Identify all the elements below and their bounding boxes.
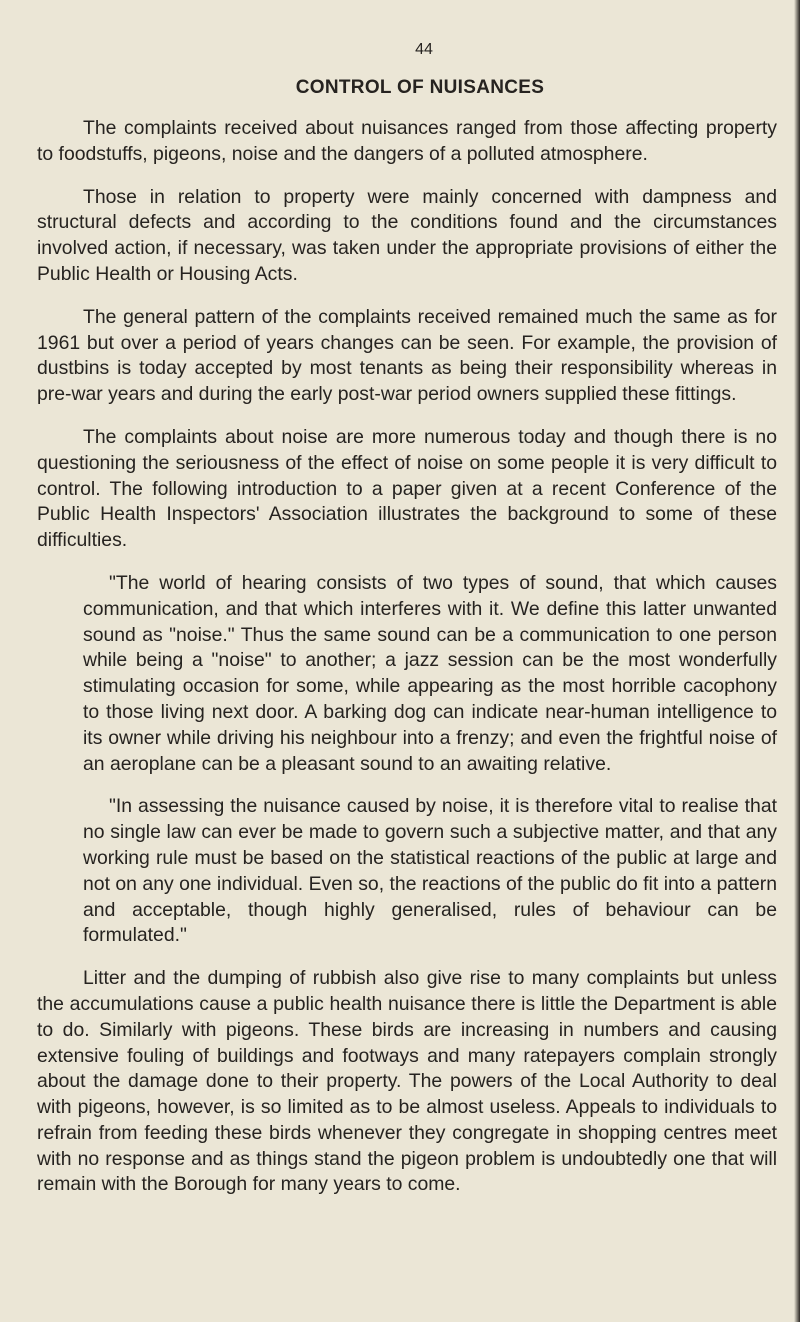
quote-assessing-nuisance: "In assessing the nuisance caused by noise, it is therefore vital to realise that no single law can ever be made to govern such a subjective matter, and that any working rule must be based on the statistical reactions of the public at large and not on any one individual. Even so, the reactions of the public do fit into a pattern and acceptable, though highly generalised, rules of behaviour can be formulated." xyxy=(83,795,777,947)
paragraph-property: Those in relation to property were mainly concerned with dampness and structural defects and according to the conditions found and the circumstances involved action, if necessary, was taken under the appropriate provisions of either the Public Health or Housing Acts. xyxy=(37,185,777,285)
paragraph-litter-pigeons: Litter and the dumping of rubbish also give rise to many complaints but unless the accumulations cause a public health nuisance there is little the Department is able to do. Similarly with pigeons. These birds are increasing in numbers and causing extensive fouling of buildings and footways and many ratepayers complain strongly about the damage done to their property. The powers of the Local Authority to deal with pigeons, however, is so limited as to be almost useless. Appeals to individuals to refrain from feeding these birds whenever they congregate in shopping centres meet with no response and as things stand the pigeon problem is undoubtedly one that will remain with the Borough for many years to come. xyxy=(37,967,777,1196)
page-number: 44 xyxy=(415,41,433,58)
paragraph-noise: The complaints about noise are more numerous today and though there is no questioning the seriousness of the effect of noise on some people it is very difficult to control. The following introduction to a paper given at a recent Conference of the Public Health Inspectors' Association illustrates the background to some of these difficulties. xyxy=(37,425,777,552)
page-edge-shadow xyxy=(794,0,800,1322)
quote-world-of-hearing: "The world of hearing consists of two types of sound, that which causes communication, and that which interferes with it. We define this latter unwanted sound as "noise." Thus the same sound can be a communication to one person while being a "noise" to another; a jazz session can be the most wonderfully stimulating occasion for some, while appearing as the most horrible cacophony to those living next door. A barking dog can indicate near-human intelligence to its owner while driving his neighbour into a frenzy; and even the frightful noise of an aeroplane can be a pleasant sound to an awaiting relative. xyxy=(83,571,777,775)
paragraph-nuisances-intro: The complaints received about nuisances ranged from those affecting property to foodstuffs, pigeons, noise and the dangers of a polluted atmosphere. xyxy=(37,117,777,165)
body-text xyxy=(37,116,777,1215)
paragraph-general-pattern: The general pattern of the complaints received remained much the same as for 1961 but over a period of years changes can be seen. For example, the provision of dustbins is today accepted by most tenants as being their responsibility whereas in pre-war years and during the early post-war period owners supplied these fittings. xyxy=(37,305,777,406)
section-heading: CONTROL OF NUISANCES xyxy=(295,77,545,98)
